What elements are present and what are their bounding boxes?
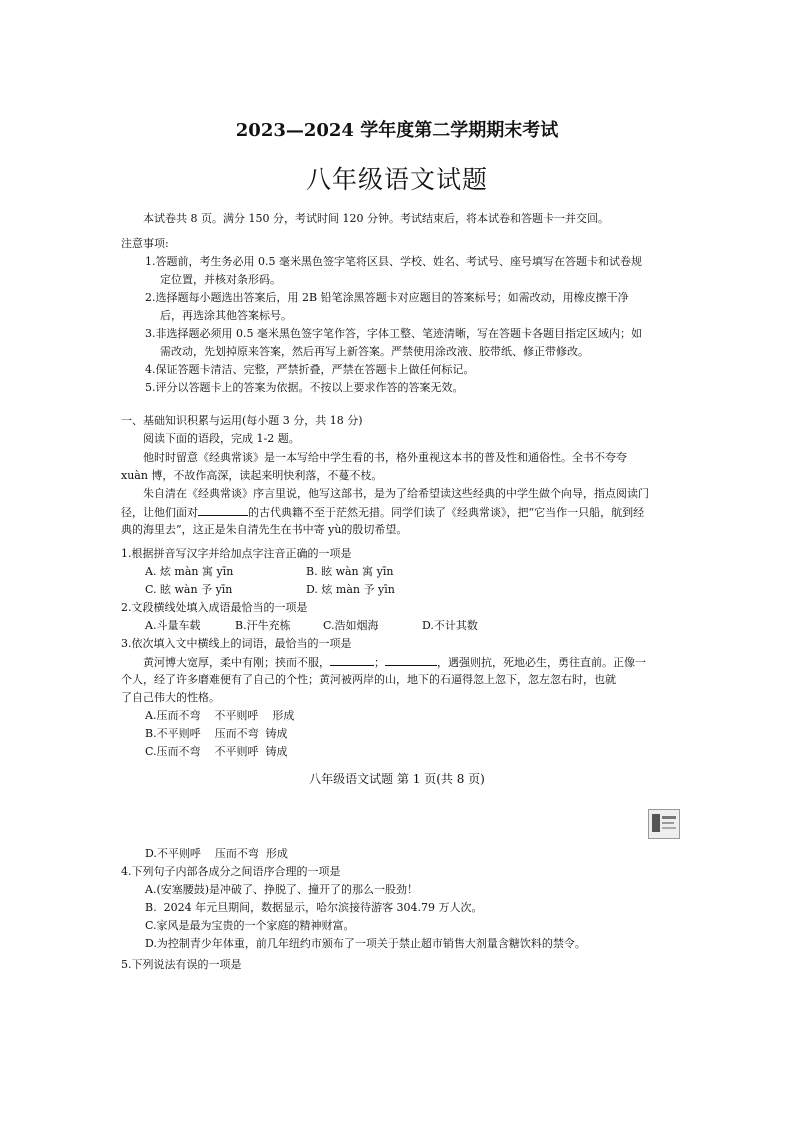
fill-blank-2 [385,653,437,666]
reading-instruction: 阅读下面的语段，完成 1-2 题。 [143,432,300,445]
passage-para-1-line-2: xuàn 博，不故作高深，读起来明快利落，不蔓不枝。 [121,469,383,482]
question-1-option-d: D. 炫 màn 予 yīn [306,583,395,596]
question-1-option-c: C. 眩 wàn 予 yīn [145,583,233,596]
question-3-option-b: B.不平则呼 压而不弯 铸成 [145,727,288,740]
question-4-option-a: A.(安塞腰鼓)是冲破了、挣脱了、撞开了的那么一股劲！ [145,883,419,896]
question-3-text-line-3: 了自己伟大的性格。 [121,691,220,704]
qr-code-icon [648,809,680,839]
question-2-stem: 2.文段横线处填入成语最恰当的一项是 [121,601,308,614]
question-2-option-b: B.汗牛充栋 [235,619,291,632]
passage-text: 径，让他们面对 [121,506,198,519]
passage-para-2-line-1: 朱自清在《经典常谈》序言里说，他写这部书，是为了给希望读这些经典的中学生做个向导，指点阅读门 [143,487,649,500]
question-3-text-line-1 [143,653,646,671]
question-1-option-b: B. 眩 wàn 寓 yīn [306,565,394,578]
passage-para-2-line-2 [121,503,644,521]
question-4-option-c: C.家风是最为宝贵的一个家庭的精神财富。 [145,919,355,932]
note-2-line-2: 后，再选涂其他答案标号。 [160,309,292,322]
passage-para-2-line-3: 典的海里去”，这正是朱自清先生在书中寄 yù的殷切希望。 [121,523,408,536]
question-4-option-d: D.为控制青少年体重，前几年纽约市颁布了一项关于禁止超市销售大剂量含糖饮料的禁令。 [145,937,586,950]
question-3-option-d: D.不平则呼 压而不弯 形成 [145,847,288,860]
question-3-text: ，遇强则抗，死地必生，勇往直前。正像一 [437,656,646,669]
note-1-line-2: 定位置，并核对条形码。 [160,273,281,286]
note-2-line-1: 2.选择题每小题选出答案后，用 2B 铅笔涂黑答题卡对应题目的答案标号；如需改动，用橡皮擦干净 [145,291,629,304]
notes-heading: 注意事项: [121,237,169,250]
question-1-stem: 1.根据拼音写汉字并给加点字注音正确的一项是 [121,547,352,560]
question-4-stem: 4.下列句子内部各成分之间语序合理的一项是 [121,865,341,878]
note-1-line-1: 1.答题前，考生务必用 0.5 毫米黑色签字笔将区县、学校、姓名、考试号、座号填写在答题卡和试卷规 [145,255,642,268]
fill-blank-1 [330,653,374,666]
question-2-option-a: A.斗量车载 [145,619,201,632]
passage-para-1-line-1: 他时时留意《经典常谈》是一本写给中学生看的书，格外重视这本书的普及性和通俗性。全书不夸夸 [143,451,627,464]
subject-title: 八年级语文试题 [305,165,488,194]
question-3-text: 黄河博大宽厚，柔中有刚；挟而不服， [143,656,330,669]
question-1-option-a: A. 炫 màn 寓 yīn [145,565,234,578]
section-1-heading: 一、基础知识积累与运用(每小题 3 分，共 18 分) [121,414,363,427]
passage-text: 的古代典籍不至于茫然无措。同学们读了《经典常谈》，把“它当作一只船，航到经 [248,506,645,519]
question-3-text-line-2: 个人，经了许多磨难便有了自己的个性；黄河被两岸的山，地下的石逼得忽上忽下，忽左忽右时，也就 [121,673,616,686]
fill-blank [198,503,248,516]
note-3-line-1: 3.非选择题必须用 0.5 毫米黑色签字笔作答，字体工整、笔迹清晰，写在答题卡各题目指定区域内；如 [145,327,642,340]
note-4: 4.保证答题卡清洁、完整，严禁折叠，严禁在答题卡上做任何标记。 [145,363,475,376]
intro-text: 本试卷共 8 页。满分 150 分，考试时间 120 分钟。考试结束后，将本试卷和答题卡一并交回。 [143,212,609,225]
question-2-option-c: C.浩如烟海 [323,619,379,632]
question-2-option-d: D.不计其数 [422,619,478,632]
question-3-stem: 3.依次填入文中横线上的词语，最恰当的一项是 [121,637,352,650]
question-4-option-b: B. 2024 年元旦期间，数据显示，哈尔滨接待游客 304.79 万人次。 [145,901,483,914]
exam-title: 2023—2024 学年度第二学期期末考试 [235,120,559,141]
question-3-option-a: A.压而不弯 不平则呼 形成 [145,709,295,722]
question-3-text: ； [374,656,385,669]
note-5: 5.评分以答题卡上的答案为依据。不按以上要求作答的答案无效。 [145,381,464,394]
note-3-line-2: 需改动，先划掉原来答案，然后再写上新答案。严禁使用涂改液、胶带纸、修正带修改。 [160,345,589,358]
question-3-option-c: C.压而不弯 不平则呼 铸成 [145,745,288,758]
question-5-stem: 5.下列说法有误的一项是 [121,958,242,971]
page-footer: 八年级语文试题 第 1 页(共 8 页) [309,772,485,786]
